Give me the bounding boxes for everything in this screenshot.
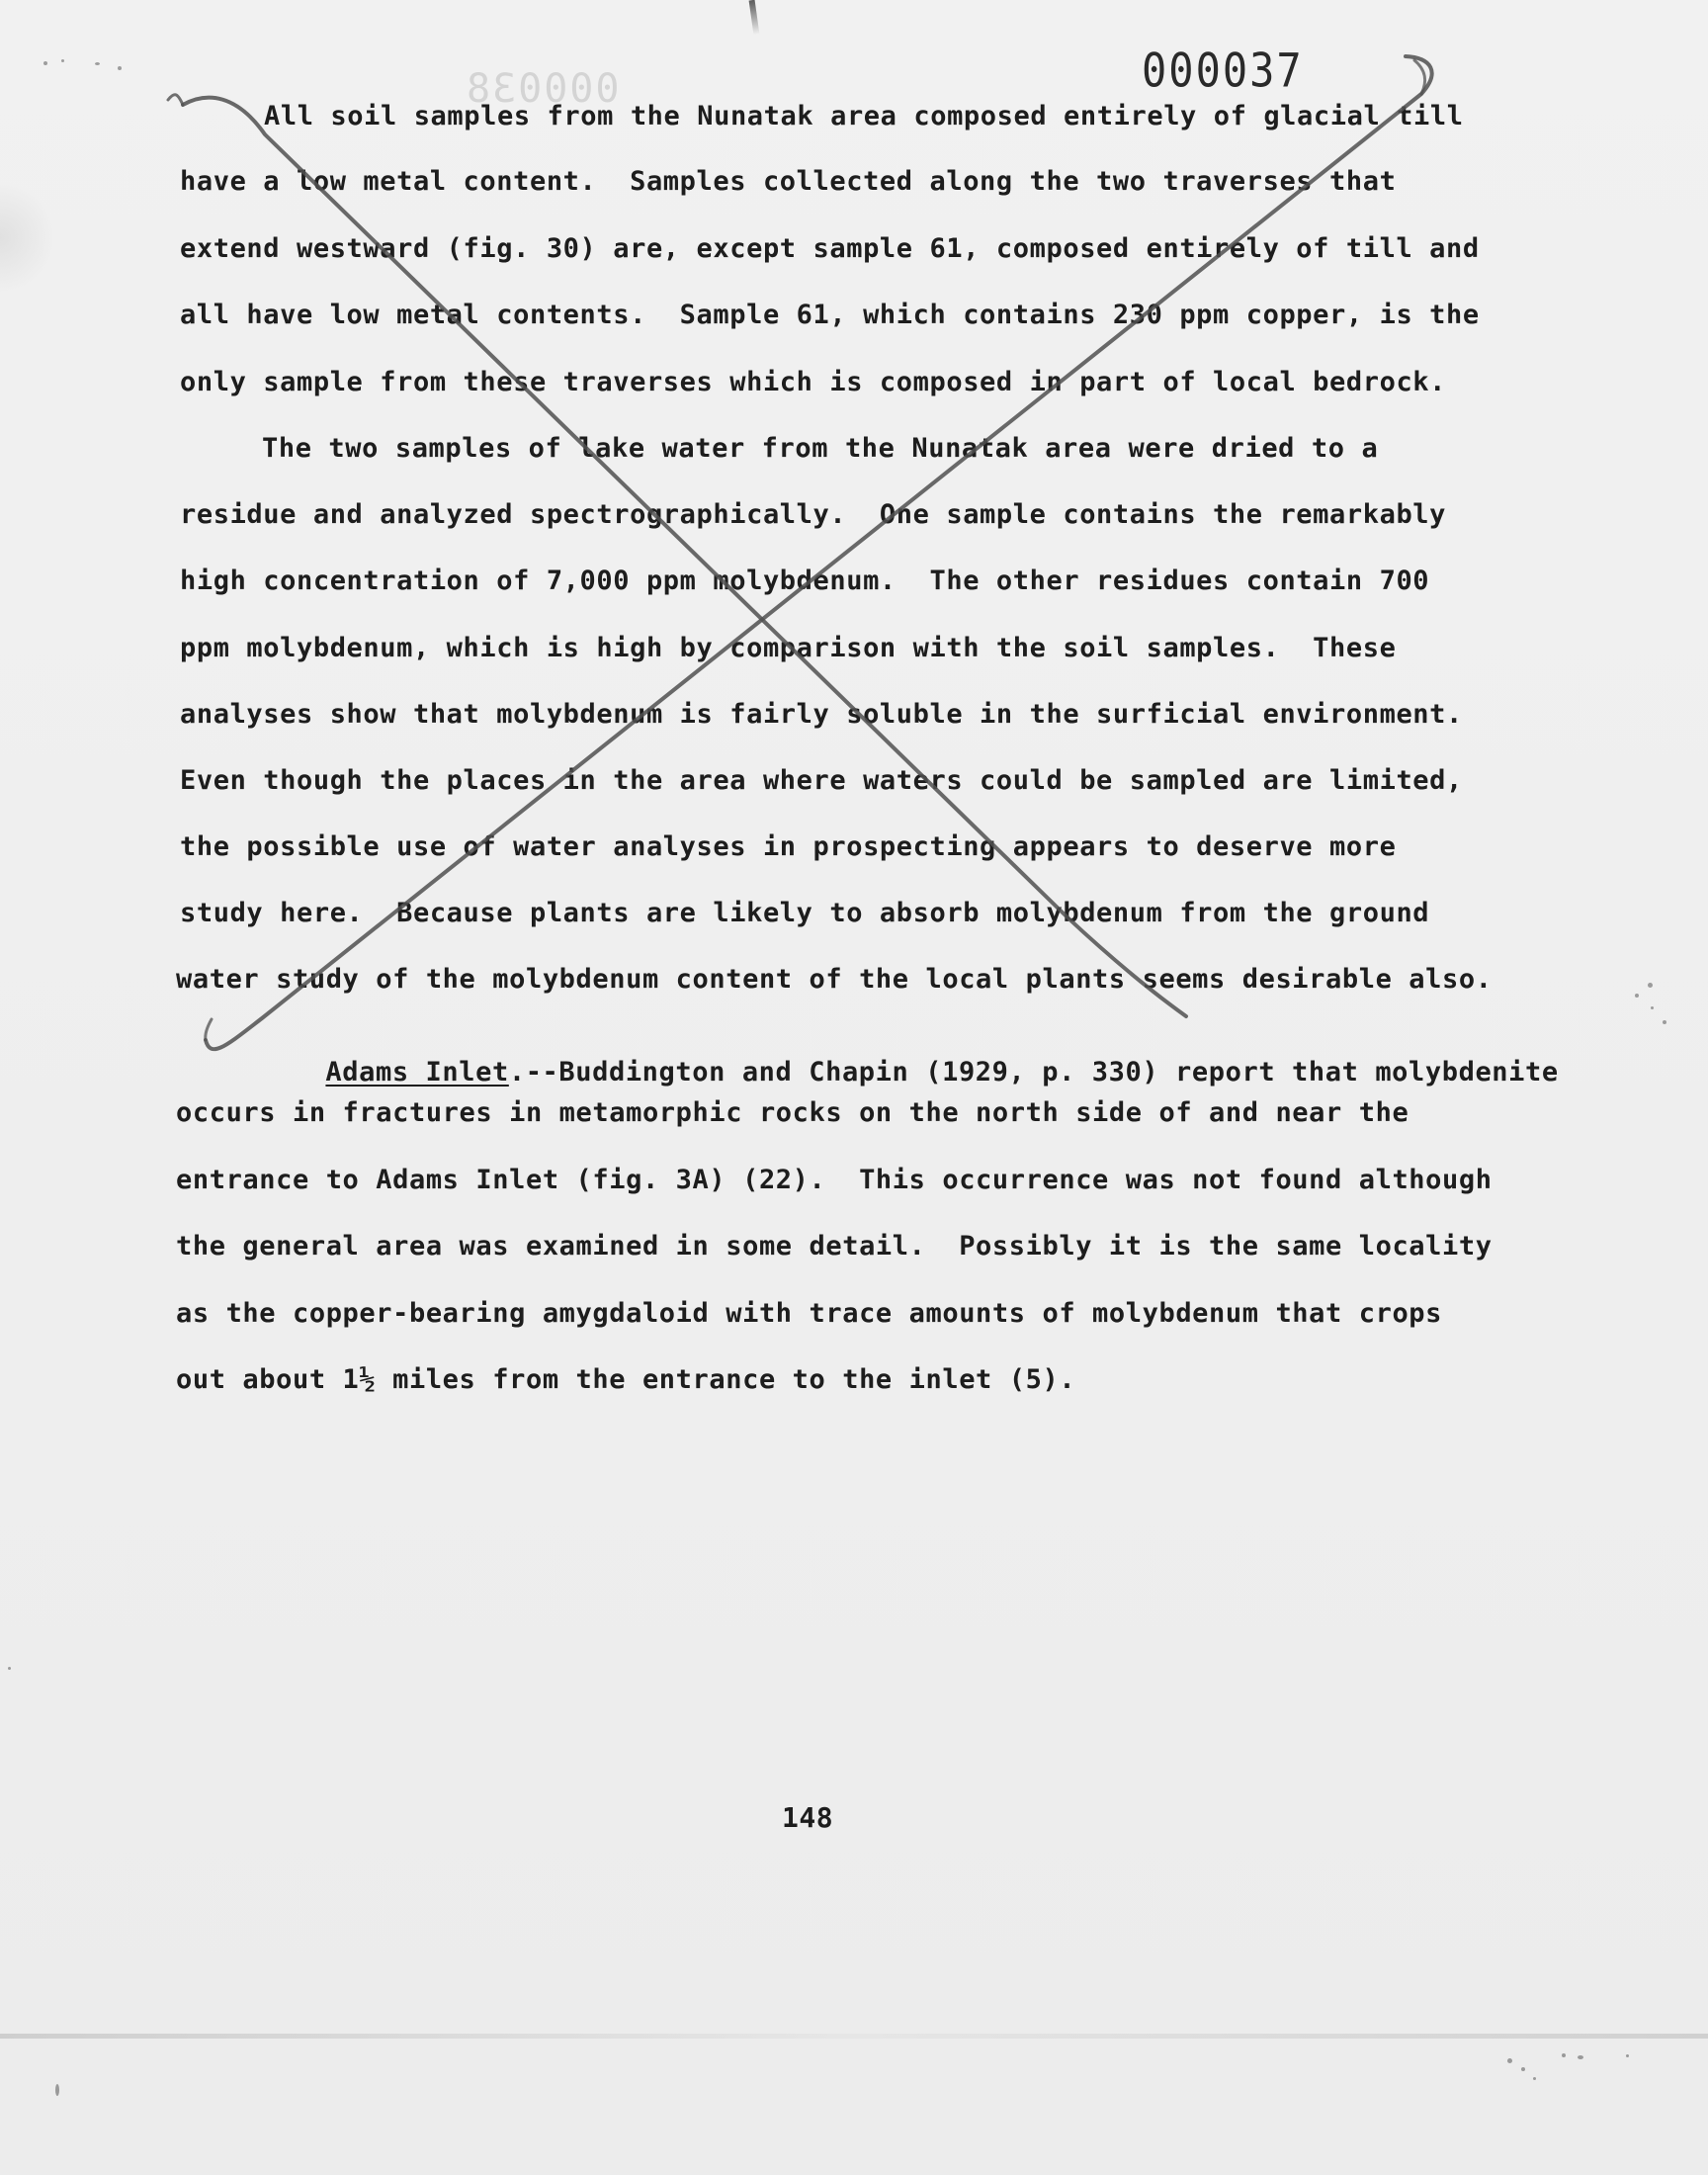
speck-15 (55, 2084, 59, 2096)
paragraph-2-line-4: ppm molybdenum, which is high by comparison with the soil samples. These (180, 633, 1397, 663)
paragraph-1-line-1: All soil samples from the Nunatak area composed entirely of glacial till (264, 101, 1464, 131)
paragraph-2-line-5: analyses show that molybdenum is fairly soluble in the surficial environment. (180, 699, 1463, 730)
faint-page-stamp: 000038 (465, 66, 620, 112)
paragraph-2-line-3: high concentration of 7,000 ppm molybdenum. The other residues contain 700 (180, 566, 1430, 596)
speck-16 (8, 1667, 11, 1670)
speck-11 (1533, 2077, 1536, 2080)
speck-12 (1562, 2053, 1566, 2057)
speck-13 (1578, 2055, 1583, 2059)
speck-5 (1648, 983, 1653, 988)
paragraph-2-line-7: the possible use of water analyses in prospecting appears to deserve more (180, 831, 1397, 862)
speck-8 (1663, 1020, 1666, 1024)
section-heading-adams-inlet: Adams Inlet (325, 1057, 509, 1088)
speck-3 (95, 62, 100, 65)
cross-tail-top-right (1414, 60, 1425, 94)
paragraph-1-line-4: all have low metal contents. Sample 61, which contains 230 ppm copper, is the (180, 300, 1480, 330)
page-crease (0, 2034, 1708, 2039)
paragraph-2-line-8: study here. Because plants are likely to absorb molybdenum from the ground (180, 898, 1430, 928)
page-stamp-number: 000037 (1142, 44, 1304, 98)
paragraph-2-line-2: residue and analyzed spectrographically. One sample contains the remarkably (180, 499, 1447, 530)
speck-10 (1521, 2067, 1525, 2071)
paragraph-3-line-3: entrance to Adams Inlet (fig. 3A) (22). This occurrence was not found although (176, 1165, 1493, 1195)
speck-7 (1651, 1006, 1654, 1009)
speck-1 (43, 61, 47, 65)
page-number: 148 (782, 1801, 834, 1834)
paper-scuff (0, 178, 54, 297)
paragraph-3-line-2: occurs in fractures in metamorphic rocks on the north side of and near the (176, 1097, 1409, 1128)
cross-tail-bottom-left (206, 1019, 212, 1040)
cross-tail-top-left (168, 95, 183, 105)
scan-mark (749, 0, 760, 35)
speck-14 (1626, 2054, 1629, 2057)
paragraph-3-line-6: out about 1½ miles from the entrance to the inlet (5). (176, 1364, 1076, 1395)
paragraph-1-line-3: extend westward (fig. 30) are, except sample 61, composed entirely of till and (180, 233, 1480, 264)
paragraph-3-line-4: the general area was examined in some detail. Possibly it is the same locality (176, 1231, 1493, 1262)
speck-9 (1507, 2058, 1512, 2063)
paragraph-1-line-5: only sample from these traverses which is composed in part of local bedrock. (180, 367, 1447, 397)
paragraph-1-line-2: have a low metal content. Samples collected along the two traverses that (180, 166, 1397, 197)
speck-6 (1635, 994, 1639, 998)
speck-4 (118, 66, 122, 70)
paragraph-2-line-6: Even though the places in the area where waters could be sampled are limited, (180, 765, 1463, 796)
paragraph-2-line-9: water study of the molybdenum content of the local plants seems desirable also. (176, 964, 1493, 995)
paragraph-3-line-1-rest: .--Buddington and Chapin (1929, p. 330) report that molybdenite (508, 1057, 1559, 1088)
paragraph-3-line-5: as the copper-bearing amygdaloid with trace amounts of molybdenum that crops (176, 1298, 1443, 1329)
paragraph-2-line-1: The two samples of lake water from the Nunatak area were dried to a (262, 433, 1379, 464)
speck-2 (61, 59, 64, 62)
